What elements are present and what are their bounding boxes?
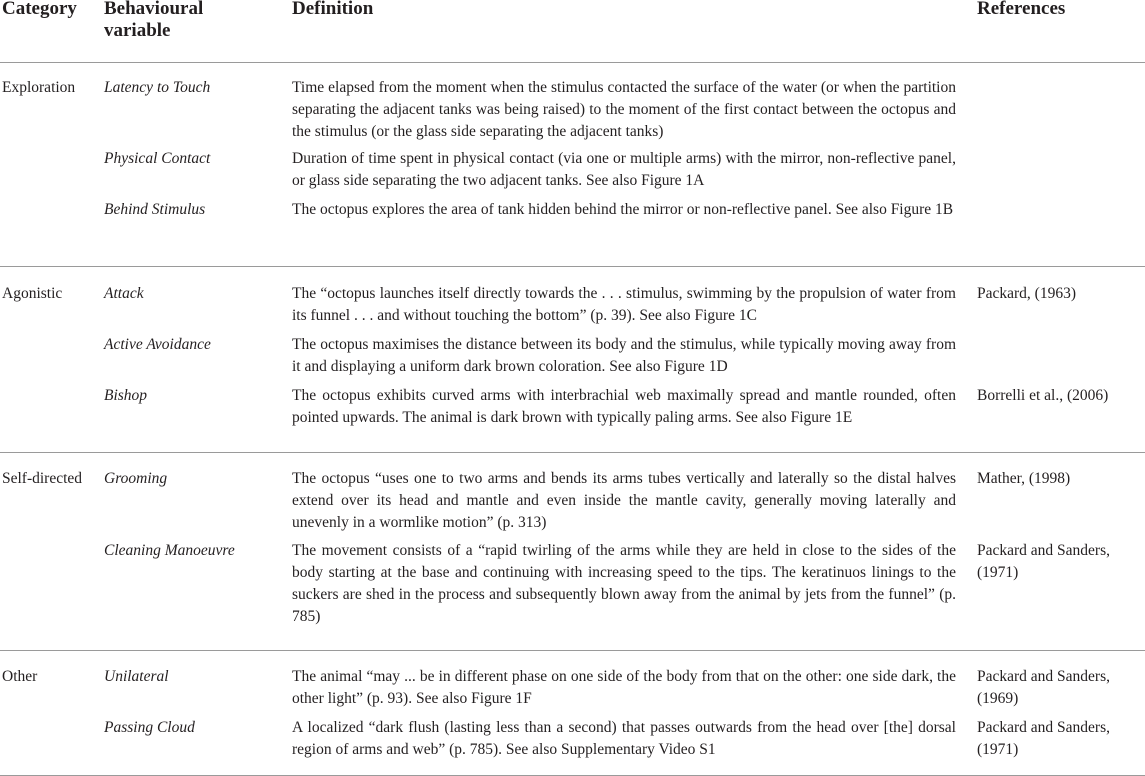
group-self-directed <box>0 452 1145 651</box>
definition-cell: Duration of time spent in physical contact (via one or multiple arms) with the mirror, non-reflective panel, or glass side separating the two adjacent tanks. See also Figure 1A <box>292 150 956 189</box>
group-agonistic <box>0 266 1145 453</box>
definition-cell: The octopus maximises the distance between its body and the stimulus, while typically moving away from it and displaying a uniform dark brown coloration. See also Figure 1D <box>292 336 956 375</box>
variable-cell: Physical Contact <box>104 150 211 167</box>
header-references: References <box>977 0 1066 19</box>
header-behavioural-variable: Behavioural variable <box>104 0 204 41</box>
reference-cell: Borrelli et al., (2006) <box>977 387 1109 404</box>
category-cell: Agonistic <box>2 285 63 302</box>
category-cell: Other <box>2 668 38 685</box>
definition-cell: The octopus exhibits curved arms with interbrachial web maximally spread and mantle rounded, often pointed upwards. The animal is dark brown with typically paling arms. See also Figure 1E <box>292 387 956 426</box>
header-definition: Definition <box>292 0 374 19</box>
definition-cell: The animal “may ... be in different phase on one side of the body from that on the other: one side dark, the other light” (p. 93). See also Figure 1F <box>292 668 956 707</box>
definition-cell: A localized “dark flush (lasting less than a second) that passes outwards from the head over [the] dorsal region of arms and web” (p. 785). See also Supplementary Video S1 <box>292 719 956 758</box>
variable-cell: Passing Cloud <box>104 719 195 736</box>
definition-cell: The octopus “uses one to two arms and bends its arms tubes vertically and laterally so the distal halves extend over its head and mantle and even inside the mantle cavity, generally moving laterally and unevenly in a wormlike motion” (p. 313) <box>292 470 956 531</box>
variable-cell: Unilateral <box>104 668 169 685</box>
variable-cell: Grooming <box>104 470 168 487</box>
reference-cell: Packard and Sanders, (1969) <box>977 668 1110 707</box>
variable-cell: Attack <box>104 285 144 302</box>
variable-cell: Bishop <box>104 387 148 404</box>
reference-cell: Mather, (1998) <box>977 470 1071 487</box>
group-exploration <box>0 62 1145 267</box>
category-cell: Self-directed <box>2 470 83 487</box>
variable-cell: Behind Stimulus <box>104 201 206 218</box>
variable-cell: Latency to Touch <box>104 79 211 96</box>
reference-cell: Packard and Sanders, (1971) <box>977 542 1110 581</box>
reference-cell: Packard and Sanders, (1971) <box>977 719 1110 758</box>
definition-cell: Time elapsed from the moment when the stimulus contacted the surface of the water (or when the partition separating the adjacent tanks was being raised) to the moment of the first contact between the octopus and the stimulus (or the glass side separating the adjacent tanks) <box>292 79 956 140</box>
category-cell: Exploration <box>2 79 76 96</box>
variable-cell: Active Avoidance <box>104 336 211 353</box>
variable-cell: Cleaning Manoeuvre <box>104 542 235 559</box>
group-other <box>0 650 1145 776</box>
definition-cell: The “octopus launches itself directly towards the . . . stimulus, swimming by the propulsion of water from its funnel . . . and without touching the bottom” (p. 39). See also Figure 1C <box>292 285 956 324</box>
table-header <box>0 0 1145 63</box>
definition-cell: The movement consists of a “rapid twirling of the arms while they are held in close to the sides of the body starting at the base and continuing with increasing speed to the tips. The keratinuos linings to the suckers are shed in the process and subsequently blown away from the animal by jets from the funnel” (p. 785) <box>292 542 956 625</box>
reference-cell: Packard, (1963) <box>977 285 1076 302</box>
definition-cell: The octopus explores the area of tank hidden behind the mirror or non-reflective panel. See also Figure 1B <box>292 201 954 218</box>
header-category: Category <box>2 0 77 19</box>
